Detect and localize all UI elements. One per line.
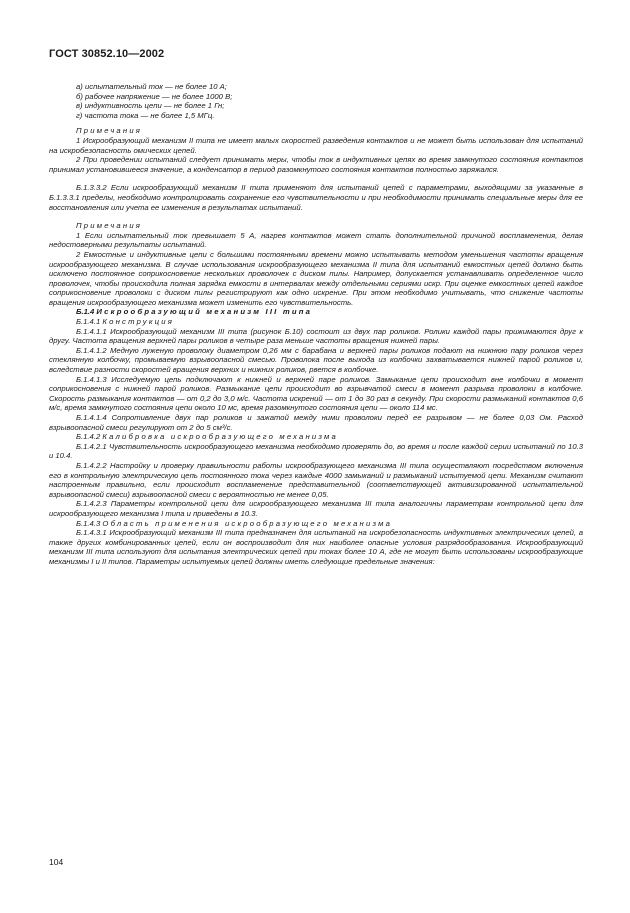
subsection-number: Б.1.4.1 (76, 317, 101, 327)
subsection-title: Область применения искрообразующего механизма (102, 518, 393, 528)
subsection-number: Б.1.4.3 (76, 518, 101, 528)
subsection-heading (49, 432, 583, 442)
note-item: 2 Емкостные и индуктивные цепи с большими постоянными времени можно испытывать методом уменьшения частоты вращения искрообразующего механизма. В случае использования искрообразующего механизма II типа для испытаний емкостных цепей должно быть исключено постоянное соприкосновение нескольких проволочек с диском пилы. Например, допускается устанавливать определенное число проволочек, чтобы происходила полная зарядка емкости в интервалах между отдельными сериями искр. При оценке емкостных цепей каждое соприкосновение проволоки с диском пилы регистрируют как одно искрение. При этом необходимо учитывать, что снижение частоты вращения искрообразующего механизма может изменить его чувствительность. (49, 249, 583, 307)
subsection-heading (49, 317, 583, 327)
paragraph: Б.1.4.1.3 Исследуемую цепь подключают к нижней и верхней паре роликов. Замыкание цепи происходит вне колбочки в момент соприкосновения с нижней парой роликов. Размыкание цепи происходит во взрывчатой смеси в момент разрыва проволоки в колбочке. Скорость размыкания контактов — от 0,2 до 3,0 м/с. Частота искрений — от 1 до 30 раз в секунду. При скорости размыканий контактов 0,6 м/с, время замкнутого состояния цепи около 10 мс, время разомкнутого состояния цепи — около 114 мс. (49, 374, 583, 413)
notes-title: Примечания (76, 126, 143, 136)
section-number: Б.1.4 (76, 307, 95, 317)
list-item: б) рабочее напряжение — не более 1000 В; (76, 91, 233, 101)
note-item: 1 Искрообразующий механизм II типа не имеет малых скоростей разведения контактов и не может быть использован для испытаний на искробезопасность омических цепей. (49, 135, 583, 155)
paragraph: Б.1.4.1.1 Искрообразующий механизм III типа (рисунок Б.10) состоит из двух пар роликов. Ролики каждой пары прижимаются друг к другу. Частота вращения верхней пары роликов в четыре раза меньше частоты вращения нижней пары. (49, 326, 583, 346)
subsection-heading (49, 519, 583, 529)
list-item: в) индуктивность цепи — не более 1 Гн; (76, 101, 225, 111)
paragraph: Б.1.4.2.3 Параметры контрольной цепи для искрообразующего механизма III типа аналогичны параметрам контрольной цепи для искрообразующего механизма I типа и приведены в 10.3. (49, 499, 583, 518)
parameter-list (49, 82, 583, 120)
section-title: Искрообразующий механизм III типа (96, 307, 313, 317)
note-item: 1 Если испытательный ток превышает 5 А, нагрев контактов может стать дополнительной причиной воспламенения, делая недостоверными результаты испытаний. (49, 230, 583, 250)
subsection-title: Калибровка искрообразующего механизма (102, 432, 338, 442)
paragraph: Б.1.4.2.2 Настройку и проверку правильности работы искрообразующего механизма III типа осуществляют посредством включения его в контрольную электрическую цепь постоянного тока через каждые 4000 замыканий и размыканий испытуемой цепи. Механизм считают настроенным правильно, если происходит воспламенение представительной (соответствующей активизированной испытательной взрывоопасной смеси) взрывоопасной смеси с вероятностью не менее 0,05. (49, 460, 583, 499)
section-heading (49, 307, 583, 317)
paragraph: Б.1.4.1.2 Медную луженую проволоку диаметром 0,26 мм с барабана и верхней пары роликов подают на нижнюю пару роликов через стеклянную колбочку, промываемую взрывоопасной смесью. Проволока после выхода из колбочки захватывается нижней парой роликов и, вследствие разности скоростей вращения верхних и нижних роликов, рвется в колбочке. (49, 345, 583, 375)
note-item: 2 При проведении испытаний следует принимать меры, чтобы ток в индуктивных цепях во время замкнутого состояния контактов принимал установившееся значение, а конденсатор в период разомкнутого состояния контактов полностью заряжался. (49, 155, 583, 174)
list-item: г) частота тока — не более 1,5 МГц. (76, 110, 215, 120)
paragraph: Б.1.4.3.1 Искрообразующий механизм III типа предназначен для испытаний на искробезопасность индуктивных электрических цепей, а также других комбинированных цепей, если он воспроизводит для них наиболее опасные условия разрядообразования. Искрообразующий механизм III типа используют для испытания электрических цепей при токах более 10 А, где не могут быть использованы искрообразующие механизмы I и II типов. Параметры испытуемых цепей должны иметь следующие предельные значения: (49, 528, 583, 566)
paragraph: Б.1.4.2.1 Чувствительность искрообразующего механизма необходимо проверять до, во время и после каждой серии испытаний по 10.3 и 10.4. (49, 441, 583, 461)
standard-header: ГОСТ 30852.10—2002 (49, 48, 165, 60)
list-item: а) испытательный ток — не более 10 А; (76, 82, 227, 91)
notes-title: Примечания (76, 221, 143, 231)
page-number: 104 (49, 857, 64, 867)
subsection-number: Б.1.4.2 (76, 432, 101, 442)
page-content (49, 82, 583, 567)
paragraph: Б.1.4.1.4 Сопротивление двух пар роликов и зажатой между ними проволоки перед ее разрывом — не более 0,03 Ом. Расход взрывоопасной смеси регулируют от 2 до 5 см³/с. (49, 413, 583, 432)
paragraph: Б.1.3.3.2 Если искрообразующий механизм II типа применяют для испытаний цепей с параметрами, выходящими за указанные в Б.1.3.3.1 пределы, необходимо контролировать сохранение его чувствительности и при необходимости принимать специальные меры для ее восстановления или учета ее изменения в результатах испытаний. (49, 183, 583, 212)
subsection-title: Конструкция (102, 317, 175, 327)
